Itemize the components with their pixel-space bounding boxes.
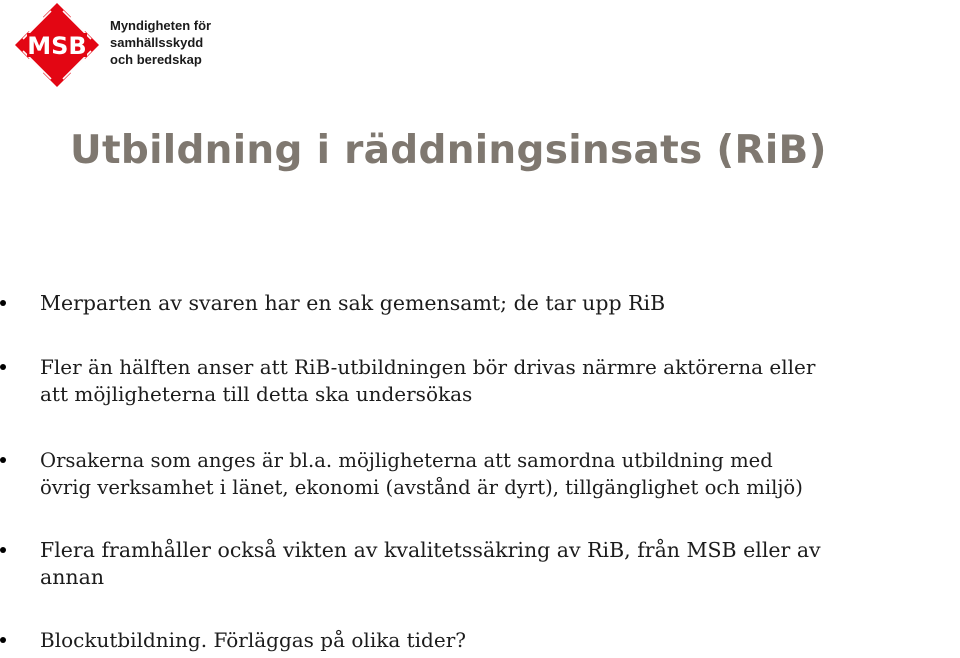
logo-line: Myndigheten för: [110, 18, 212, 33]
bullet-text: Blockutbildning. Förläggas på olika tider?: [40, 628, 466, 652]
bullet-dot: [0, 547, 6, 553]
logo-line: och beredskap: [110, 52, 202, 67]
logo-line: samhällsskydd: [110, 35, 204, 50]
bullet-text: Merparten av svaren har en sak gemensamt; de tar upp RiB: [40, 291, 666, 315]
bullet-dot: [0, 457, 6, 463]
bullet-dot: [0, 637, 6, 643]
msb-logo: [14, 2, 214, 88]
slide-title: Utbildning i räddningsinsats (RiB): [70, 128, 827, 173]
bullet-text: Orsakerna som anges är bl.a. möjligheterna att samordna utbildning med övrig verksamhet i länet, ekonomi (avstånd är dyrt), tillgänglighet och miljö): [40, 449, 803, 499]
bullet-dot: [0, 364, 6, 370]
msb-logo-icon: [14, 2, 100, 88]
bullet-dot: [0, 300, 6, 306]
bullet-text: Fler än hälften anser att RiB-utbildningen bör drivas närmre aktörerna eller att möjligheterna till detta ska undersökas: [40, 355, 816, 406]
msb-logo-mark-text: MSB: [27, 32, 87, 60]
bullet-text: Flera framhåller också vikten av kvalitetssäkring av RiB, från MSB eller av annan: [40, 538, 821, 589]
msb-logo-text: [110, 17, 211, 68]
